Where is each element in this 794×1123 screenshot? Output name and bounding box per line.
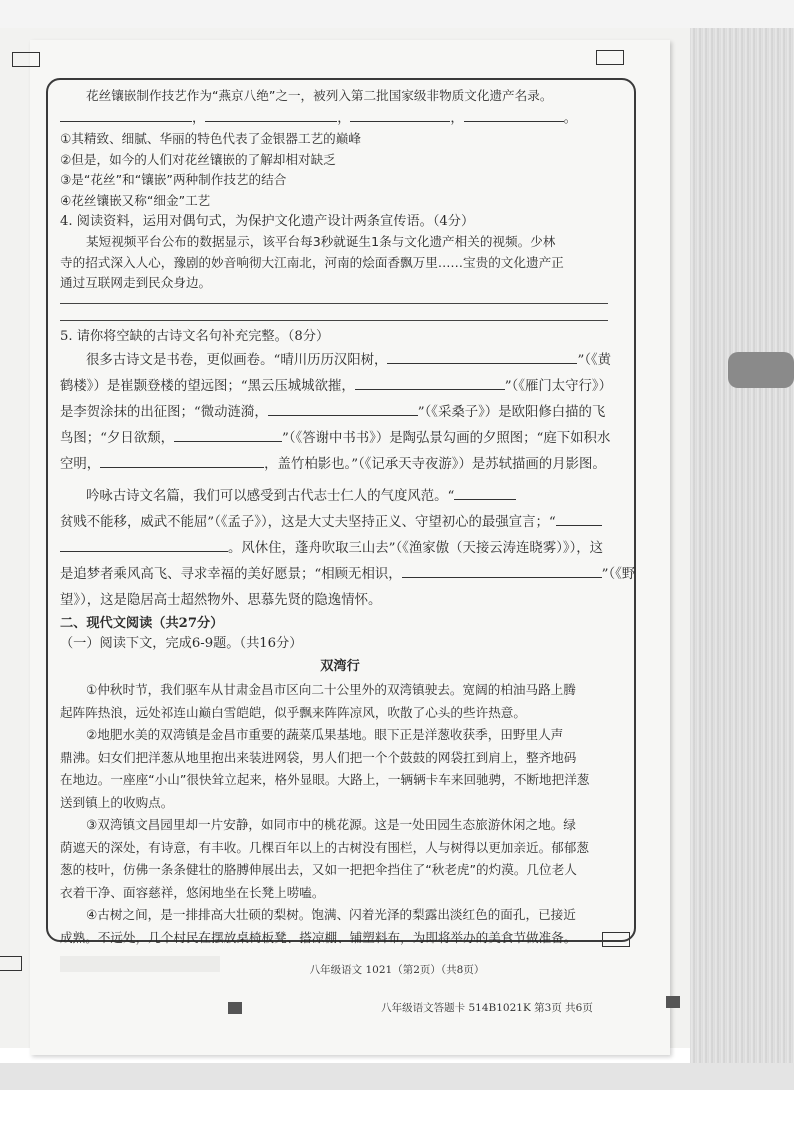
q5-blank[interactable] bbox=[454, 485, 516, 500]
q5-blank[interactable] bbox=[100, 453, 264, 468]
q4-material-line: 寺的招式深入人心，豫剧的妙音响彻大江南北，河南的烩面香飘万里……宝贵的文化遗产正 bbox=[60, 254, 564, 270]
q3-sep-1: ， bbox=[192, 110, 206, 126]
q5-line: 吟咏古诗文名篇，我们可以感受到古代志士仁人的气度风范。“ bbox=[60, 484, 620, 510]
registration-box-top-right bbox=[596, 50, 624, 65]
q5-line: 鸟图；“夕日欲颓， ”（《答谢中书书》）是陶弘景勾画的夕照图；“庭下如积水 bbox=[60, 426, 620, 452]
q3-option: ②但是，如今的人们对花丝镶嵌的了解却相对缺乏 bbox=[60, 151, 336, 167]
article-line: 起阵阵热浪，远处祁连山巅白雪皑皑，似乎飘来阵阵凉风，吹散了心头的些许热意。 bbox=[60, 704, 526, 720]
q5-blank[interactable] bbox=[387, 349, 577, 364]
q3-blank-3[interactable] bbox=[350, 107, 450, 122]
subsection-heading: （一）阅读下文，完成6-9题。（共16分） bbox=[60, 636, 303, 652]
q4-stem: 4. 阅读资料，运用对偶句式，为保护文化遗产设计两条宣传语。（4分） bbox=[60, 213, 475, 229]
q3-option: ③是“花丝”和“镶嵌”两种制作技艺的结合 bbox=[60, 172, 287, 188]
q5-line: 。风休住，蓬舟吹取三山去”（《渔家傲（天接云涛连晓雾）》），这 bbox=[60, 536, 620, 562]
q3-blank-row: ， ， ， 。 bbox=[60, 107, 620, 130]
article-line: 成熟。不远处，几个村民在摆放桌椅板凳、搭凉棚、铺塑料布，为即将举办的美食节做准备。 bbox=[60, 929, 577, 945]
q3-option: ④花丝镶嵌又称“细金”工艺 bbox=[60, 192, 211, 208]
q3-option: ①其精致、细腻、华丽的特色代表了金银器工艺的巅峰 bbox=[60, 131, 361, 147]
q3-sep-2: ， bbox=[337, 110, 351, 126]
article-body bbox=[60, 679, 620, 949]
q5-line: 是追梦者乘风高飞、寻求幸福的美好愿景；“相顾无相识， ”（《野 bbox=[60, 562, 620, 588]
q5-paragraph-2 bbox=[60, 484, 636, 614]
article-line: 荫遮天的深处，有诗意，有丰收。几棵百年以上的古树没有围栏，人与树得以更加亲近。郁郁葱 bbox=[60, 839, 589, 855]
q5-line: 望》），这是隐居高士超然物外、思慕先贤的隐逸情怀。 bbox=[60, 592, 382, 608]
q5-line: 是李贺涂抹的出征图；“微动涟漪， ”（《采桑子》）是欧阳修白描的飞 bbox=[60, 400, 620, 426]
q4-answer-line-1[interactable] bbox=[60, 303, 608, 304]
q4-answer-line-2[interactable] bbox=[60, 320, 608, 321]
q3-intro: 花丝镶嵌制作技艺作为“燕京八绝”之一，被列入第二批国家级非物质文化遗产名录。 bbox=[86, 88, 553, 103]
q5-line: 贫贱不能移，威武不能屈”（《孟子》），这是大丈夫坚持正义、守望初心的最强宣言；“ bbox=[60, 510, 620, 536]
q5-blank[interactable] bbox=[402, 563, 602, 578]
answer-sheet-footer: 八年级语文答题卡 514B1021K 第3页 共6页 bbox=[381, 1002, 593, 1014]
q3-blank-4[interactable] bbox=[464, 107, 564, 122]
article-line: ②地肥水美的双湾镇是金昌市重要的蔬菜瓜果基地。眼下正是洋葱收获季，田野里人声 bbox=[86, 727, 564, 743]
q3-blank-1[interactable] bbox=[60, 107, 192, 122]
article-line: 葱的枝叶，仿佛一条条健壮的胳膊伸展出去，又如一把把伞挡住了“秋老虎”的灼漠。几位老人 bbox=[60, 862, 577, 878]
paper-stack-edge bbox=[690, 28, 794, 1068]
article-line: 鼎沸。妇女们把洋葱从地里抱出来装进网袋，男人们把一个个鼓鼓的网袋扛到肩上，整齐地码 bbox=[60, 749, 577, 765]
article-line: 送到镇上的收购点。 bbox=[60, 794, 174, 810]
q5-blank[interactable] bbox=[355, 375, 505, 390]
article-line: 衣着干净、面容慈祥，悠闲地坐在长凳上唠嗑。 bbox=[60, 884, 325, 900]
q5-blank[interactable] bbox=[268, 401, 418, 416]
q4-material-line: 某短视频平台公布的数据显示，该平台每3秒就诞生1条与文化遗产相关的视频。少林 bbox=[86, 234, 556, 250]
q4-material-line: 通过互联网走到民众身边。 bbox=[60, 275, 212, 291]
article-line: ③双湾镇文昌园里却一片安静，如同市中的桃花源。这是一处田园生态旅游休闲之地。绿 bbox=[86, 817, 576, 833]
q3-blank-2[interactable] bbox=[205, 107, 337, 122]
q5-paragraph-1 bbox=[60, 348, 620, 478]
article-title: 双湾行 bbox=[320, 658, 360, 674]
article-line: ④古树之间，是一排排高大壮硕的梨树。饱满、闪着光泽的梨露出淡红色的面孔，已接近 bbox=[86, 907, 576, 923]
article-line: ①仲秋时节，我们驱车从甘肃金昌市区向二十公里外的双湾镇驶去。宽阔的柏油马路上腾 bbox=[86, 682, 576, 698]
desk-surface bbox=[0, 1090, 794, 1123]
q5-blank[interactable] bbox=[60, 537, 228, 552]
q5-line: 很多古诗文是书卷，更似画卷。“晴川历历汉阳树， ”（《黄 bbox=[60, 348, 620, 374]
q3-end: 。 bbox=[563, 110, 577, 126]
photo-top-background bbox=[0, 0, 794, 28]
q5-blank[interactable] bbox=[556, 511, 602, 526]
q5-stem: 5. 请你将空缺的古诗文名句补充完整。（8分） bbox=[60, 328, 330, 344]
binding-band bbox=[728, 352, 794, 388]
q5-line: 空明， ，盖竹柏影也。”（《记承天寺夜游》）是苏轼描画的月影图。 bbox=[60, 452, 620, 478]
q5-blank[interactable] bbox=[174, 427, 282, 442]
table-shadow bbox=[0, 1063, 794, 1093]
page-content bbox=[60, 86, 636, 949]
article-line: 在地边。一座座“小山”很快耸立起来，格外显眼。大路上，一辆辆卡车来回驰骋，不断地把洋葱 bbox=[60, 772, 590, 788]
page-footer: 八年级语文 1021（第2页）（共8页） bbox=[309, 964, 485, 976]
q5-line: 鹤楼》）是崔颢登楼的望远图；“黑云压城城欲摧， ”（《雁门太守行》） bbox=[60, 374, 620, 400]
section-heading: 二、现代文阅读（共27分） bbox=[60, 615, 224, 631]
registration-box-top-left bbox=[12, 52, 40, 67]
